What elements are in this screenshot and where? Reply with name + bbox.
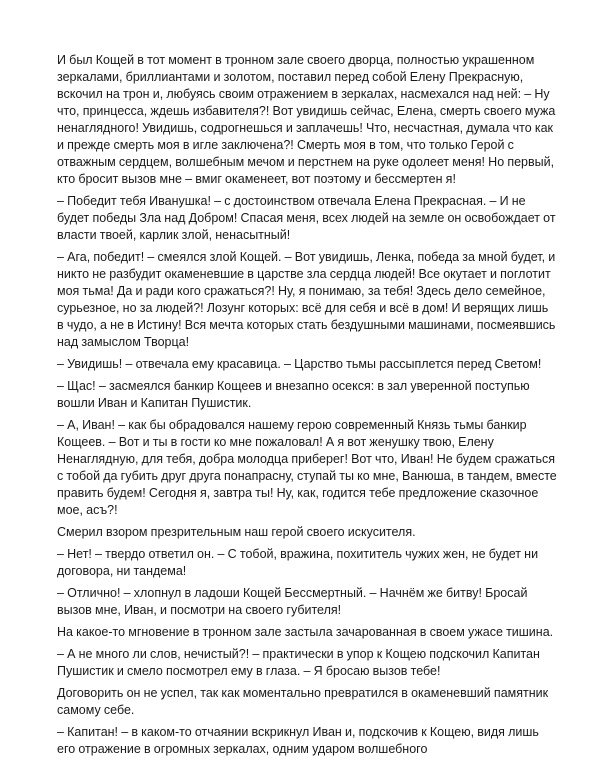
paragraph-8: – Нет! – твердо ответил он. – С тобой, вражина, похититель чужих жен, не будет ни договора, ни тандема! xyxy=(57,547,539,578)
paragraph-9: – Отлично! – хлопнул в ладоши Кощей Бессмертный. – Начнём же битву! Бросай вызов мне, Иван, и посмотри на своего губителя! xyxy=(57,586,528,617)
paragraph-1: И был Кощей в тот момент в тронном зале своего дворца, полностью украшенном зеркалами, бриллиантами и золотом, поставил перед собой Елену Прекрасную, вскочил на трон и, любуясь своим отражением в зеркалах, насмехался над ней: – Ну что, принцесса, ждешь избавителя?! Вот увидишь сейчас, Елена, смерть своего мужа ненаглядного! Увидишь, содрогнешься и заплачешь! Что, несчастная, думала что как и прежде смерть моя в игле заключена?! Смерть моя в том, что только Герой с отважным сердцем, волшебным мечом и перстнем на руке одолеет меня! Но первый, кто бросит вызов мне – вмиг окаменеет, вот поэтому и бессмертен я! xyxy=(57,53,556,186)
paragraph-10: На какое-то мгновение в тронном зале застыла зачарованная в своем ужасе тишина. xyxy=(57,625,554,639)
paragraph-6: – А, Иван! – как бы обрадовался нашему герою современный Князь тьмы банкир Кощеев. – Вот и ты в гости ко мне пожаловал! А я вот женушку твою, Елену Ненаглядную, для тебя, добра молодца приберег! Вот что, Иван! Не будем сражаться с тобой да губить друг друга понапрасну, ступай ты ко мне, Ванюша, в тандем, вместе править будем! Сегодня я, завтра ты! Ну, как, годится тебе предложение сказочное мое, асъ?! xyxy=(57,418,557,517)
paragraph-5: – Щас! – засмеялся банкир Кощеев и внезапно осекся: в зал уверенной поступью вошли Иван и Капитан Пушистик. xyxy=(57,379,530,410)
paragraph-2: – Победит тебя Иванушка! – с достоинством отвечала Елена Прекрасная. – И не будет победы Зла над Добром! Спасая меня, всех людей на земле он освобождает от власти твоей, карлик злой, ненасытный! xyxy=(57,194,556,242)
paragraph-4: – Увидишь! – отвечала ему красавица. – Царство тьмы рассыплется перед Светом! xyxy=(57,357,542,371)
document-page xyxy=(57,52,557,763)
paragraph-13: – Капитан! – в каком-то отчаянии вскрикнул Иван и, подскочив к Кощею, видя лишь его отражение в огромных зеркалах, одним ударом волшебного xyxy=(57,725,539,756)
paragraph-11: – А не много ли слов, нечистый?! – практически в упор к Кощею подскочил Капитан Пушистик и смело посмотрел ему в глаза. – Я бросаю вызов тебе! xyxy=(57,647,540,678)
paragraph-3: – Ага, победит! – смеялся злой Кощей. – Вот увидишь, Ленка, победа за мной будет, и никто не разбудит окаменевшие в царстве зла сердца людей! Все окутает и поглотит моя тьма! Да и ради кого сражаться?! Ну, я понимаю, за тебя! Здесь дело семейное, сурьезное, но за людей?! Лозунг которых: всё для себя и всё в дом! И верящих лишь в чудо, а не в Истину! Вся мечта которых стать бездушными машинами, посмеявшись над замыслом Творца! xyxy=(57,250,556,349)
paragraph-12: Договорить он не успел, так как моментально превратился в окаменевший памятник самому себе. xyxy=(57,686,549,717)
paragraph-7: Смерил взором презрительным наш герой своего искусителя. xyxy=(57,525,416,539)
